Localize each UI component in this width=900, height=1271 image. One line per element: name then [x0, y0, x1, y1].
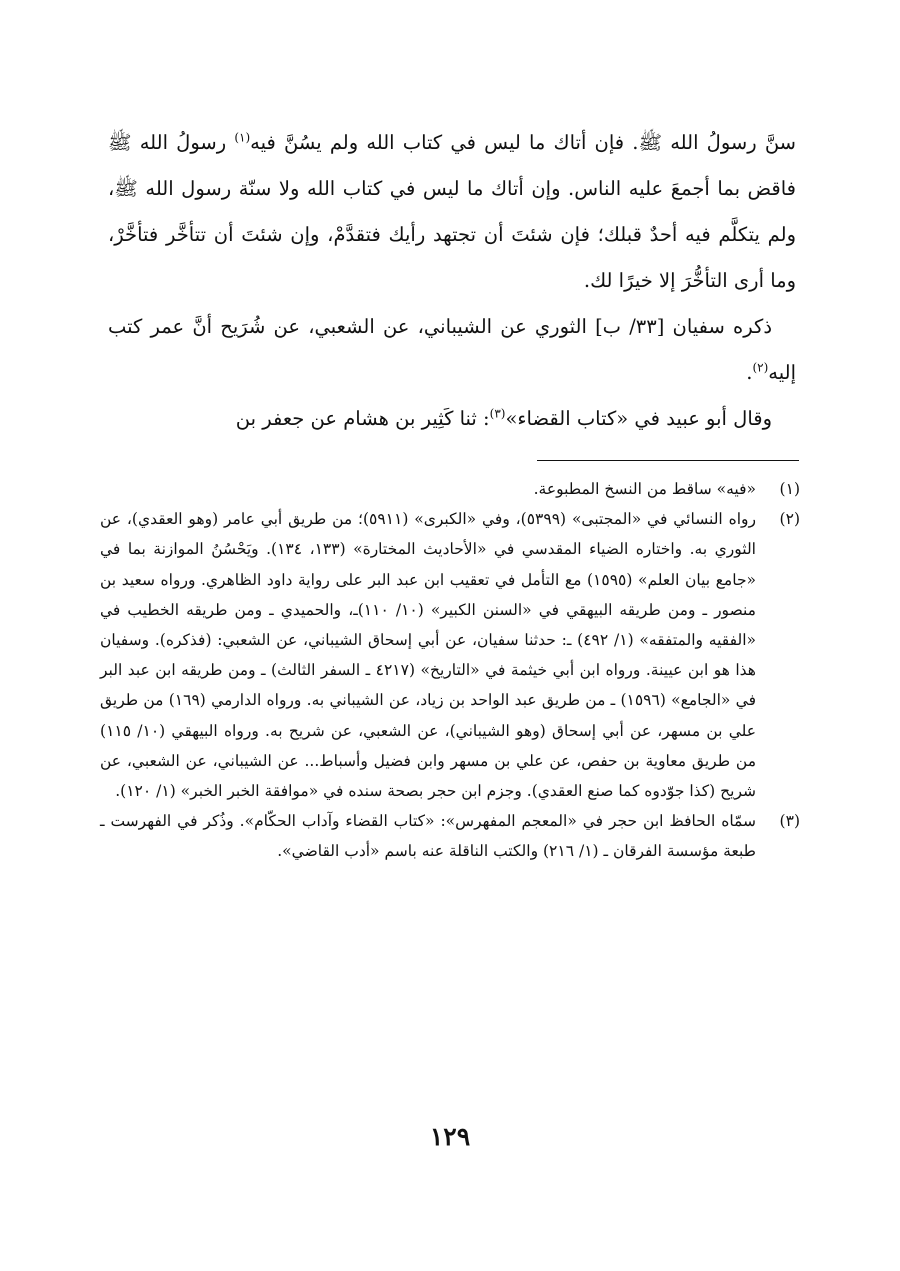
footnotes [100, 474, 800, 867]
paragraph-3-text-a: وقال أبو عبيد في «كتاب القضاء» [505, 407, 772, 430]
footnote-ref-3[interactable]: (٣) [489, 406, 506, 421]
footnote-text: «فيه» ساقط من النسخ المطبوعة. [533, 480, 756, 498]
paragraph-3-text-b: : ثنا كَثِير بن هشام عن جعفر بن [235, 407, 490, 430]
paragraph-3 [108, 396, 796, 442]
paragraph-2-text-a: ذكره سفيان [٣٣/ ب] الثوري عن الشيباني، عن الشعبي، عن شُرَيح أنَّ عمر كتب إليه [108, 315, 796, 384]
paragraph-2-text-b: . [746, 361, 753, 384]
page-number: ١٢٩ [429, 1122, 471, 1151]
paragraph-1-text-a: سنَّ رسولُ الله ﷺ. فإن أتاك ما ليس في كتاب الله ولم يسُنَّ فيه [250, 131, 796, 154]
paragraph-2 [108, 304, 796, 396]
footnote-number: (٢) [779, 510, 800, 529]
footnote-number: (١) [779, 480, 800, 498]
footnote-number: (٣) [779, 812, 800, 831]
footnote-3 [100, 806, 800, 866]
footnote-separator [537, 460, 799, 461]
footnote-1 [100, 474, 800, 504]
footnote-ref-2[interactable]: (٢) [752, 360, 769, 375]
footnote-ref-1[interactable]: (١) [234, 130, 251, 145]
main-text [108, 120, 796, 442]
footnote-text: سمّاه الحافظ ابن حجر في «المعجم المفهرس»: «كتاب القضاء وآداب الحكّام». وذُكر في الفهرست ـ طبعة مؤسسة الفرقان ـ (١/ ٢١٦) والكتب الناقلة عنه باسم «أدب القاضي». [100, 812, 756, 861]
footnote-text: رواه النسائي في «المجتبى» (٥٣٩٩)، وفي «الكبرى» (٥٩١١)؛ من طريق أبي عامر (وهو العقدي)، عن الثوري به. واختاره الضياء المقدسي في «الأحاديث المختارة» (١٣٣، ١٣٤). ويَحْسُنُ الموازنة بما في «جامع بيان العلم» (١٥٩٥) مع التأمل في تعقيب ابن عبد البر على رواية داود الظاهري. ورواه سعيد بن منصور ـ ومن طريقه البيهقي في «السنن الكبير» (١٠/ ١١٠)ـ، والحميدي ـ ومن طريقه الخطيب في «الفقيه والمتفقه» (١/ ٤٩٢) ـ: حدثنا سفيان، عن أبي إسحاق الشيباني، عن الشعبي: (فذكره). وسفيان هذا هو ابن عيينة. ورواه ابن أبي خيثمة في «التاريخ» (٤٢١٧ ـ السفر الثالث) ـ ومن طريقه ابن عبد البر في «الجامع» (١٥٩٦) ـ من طريق عبد الواحد بن زياد، عن الشيباني به. ورواه الدارمي (١٦٩) من طريق علي بن مسهر، عن أبي إسحاق (وهو الشيباني)، عن الشعبي، عن شريح به. ورواه البيهقي (١٠/ ١١٥) من طريق معاوية بن حفص، عن علي بن مسهر وابن فضيل وأسباط... عن الشيباني، عن الشعبي، عن شريح (كذا جوّدوه كما صنع العقدي). وجزم ابن حجر بصحة سنده في «موافقة الخبر الخبر» (١/ ١٢٠). [100, 510, 757, 801]
paragraph-1-text-b: رسولُ الله ﷺ فاقض بما أجمعَ عليه الناس. وإن أتاك ما ليس في كتاب الله ولا سنّة رسول الله ﷺ، ولم يتكلَّم فيه أحدٌ قبلك؛ فإن شئتَ أن تجتهد رأيك فتقدَّمْ، وإن شئتَ أن تتأخَّر فتأخَّرْ، وما أرى التأخُّرَ إلا خيرًا لك. [108, 131, 796, 292]
footnote-2 [100, 504, 800, 806]
paragraph-1 [108, 120, 796, 304]
